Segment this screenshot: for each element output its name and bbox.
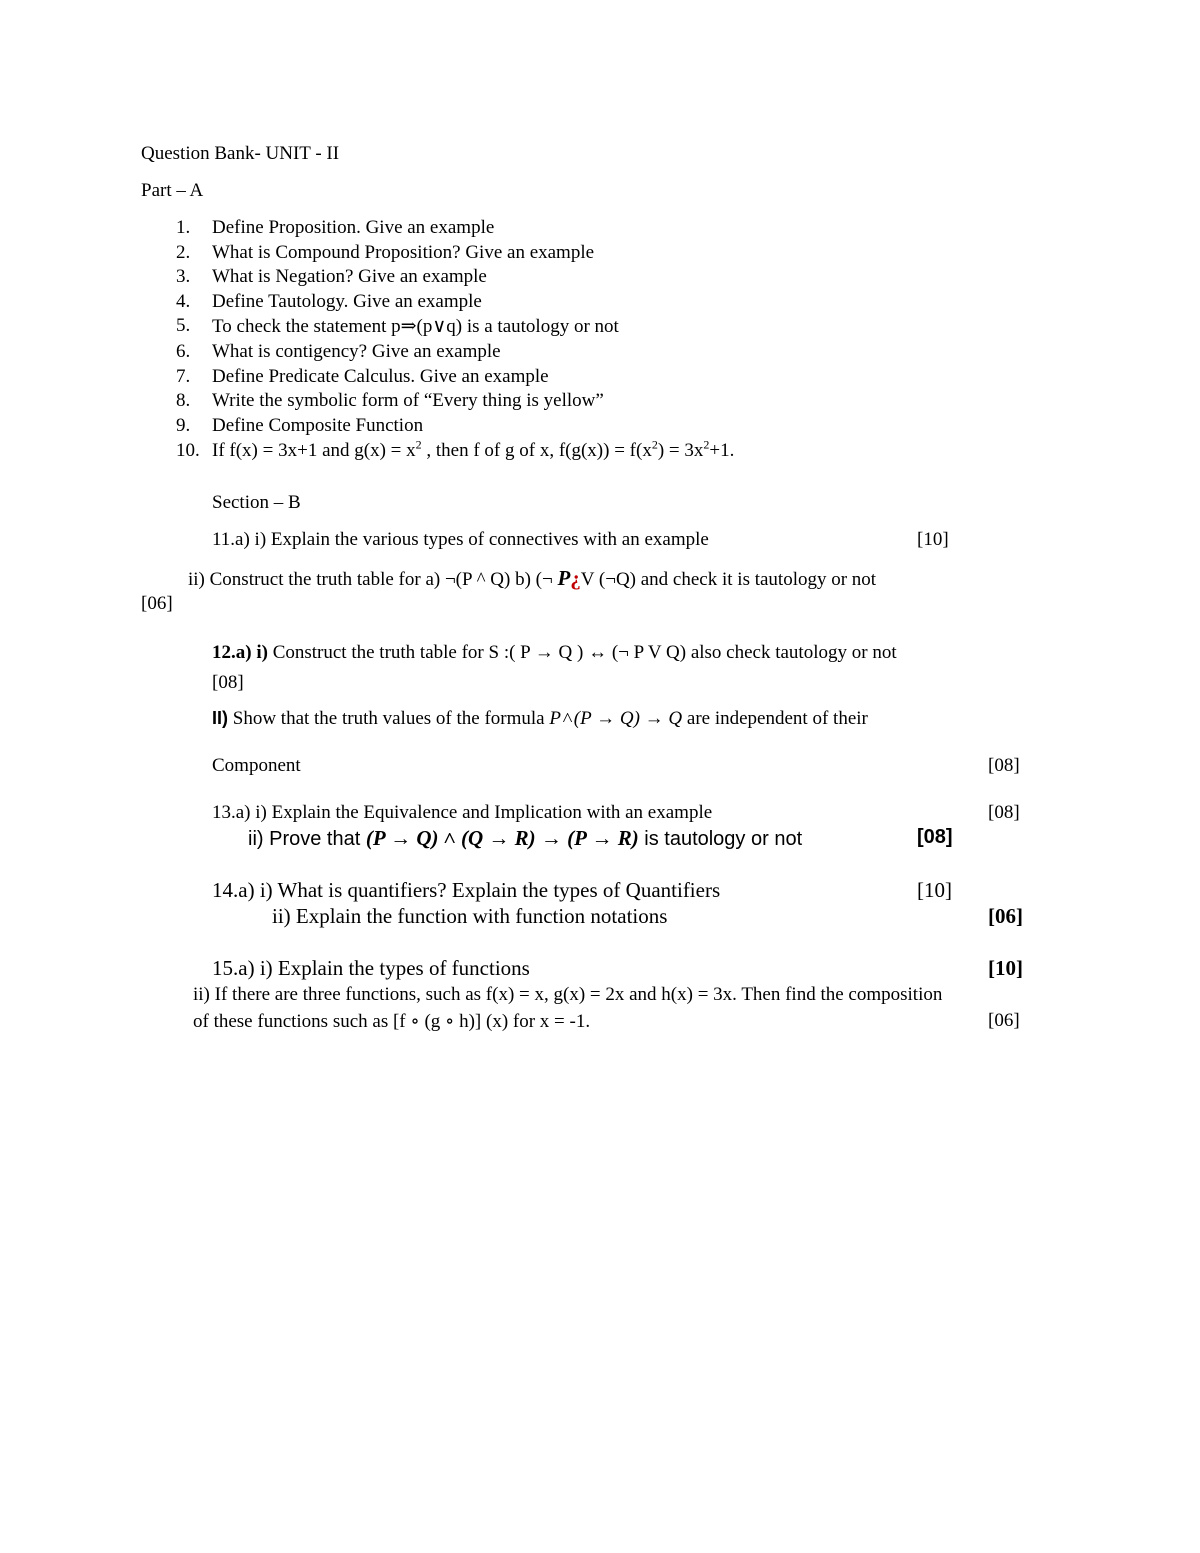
question-14-ii: ii) Explain the function with function notations (272, 904, 668, 928)
list-item-text: Define Predicate Calculus. Give an example (212, 366, 549, 387)
question-15-ii-line1: ii) If there are three functions, such as f(x) = x, g(x) = 2x and h(x) = 3x. Then find the composition (193, 984, 943, 1005)
question-text: is tautology or not (638, 828, 803, 850)
page-title: Question Bank- UNIT - II (141, 143, 340, 164)
list-item-number: 2. (176, 242, 191, 263)
formula: (P → Q) ˄ (Q → R) → (P → R) (365, 826, 639, 850)
list-item-text: Define Proposition. Give an example (212, 217, 495, 238)
marks-badge: [08] (917, 826, 953, 848)
question-text: Show that the truth values of the formula (228, 708, 550, 729)
list-item-number: 10. (176, 440, 200, 461)
list-item-text: Define Composite Function (212, 415, 424, 436)
list-item-text (212, 437, 735, 462)
list-item-number: 7. (176, 366, 191, 387)
list-item-number: 3. (176, 266, 191, 287)
list-item-text: Define Tautology. Give an example (212, 291, 482, 312)
question-15-ii-line2: of these functions such as [f ∘ (g ∘ h)] (x) for x = -1. (193, 1011, 591, 1032)
question-text: Construct the truth table for S :( P → Q ) ↔ (¬ P V Q) also check tautology or not (267, 642, 897, 663)
question-label: 12.a) i) (212, 642, 268, 663)
marks-badge: [06] (988, 1010, 1020, 1031)
question-text: ii) Prove that (248, 828, 366, 850)
superscript: 2 (703, 437, 710, 452)
question-13-ii (248, 826, 802, 851)
formula-part: ) = 3x (657, 440, 704, 461)
list-item-number: 5. (176, 315, 191, 336)
marks-badge: [10] (917, 878, 952, 902)
formula-part: If f(x) = 3x+1 and g(x) = x (212, 440, 416, 461)
question-12-i (212, 642, 897, 664)
list-item-text: Write the symbolic form of “Every thing is yellow” (212, 390, 604, 411)
list-item-text: What is Compound Proposition? Give an example (212, 242, 595, 263)
formula-part: +1. (709, 440, 735, 461)
list-item-text: To check the statement p⇒(p∨q) is a tautology or not (212, 316, 619, 337)
marks-badge: [10] (988, 956, 1023, 980)
question-13-i: 13.a) i) Explain the Equivalence and Implication with an example (212, 802, 713, 823)
question-11-i: 11.a) i) Explain the various types of connectives with an example (212, 529, 709, 550)
section-b-heading: Section – B (212, 492, 301, 513)
marks-badge: [08] (212, 672, 244, 693)
formula: P˄(P → Q) → Q (549, 708, 683, 729)
question-15-i: 15.a) i) Explain the types of functions (212, 956, 530, 980)
question-label: II) (212, 708, 228, 728)
list-item-number: 6. (176, 341, 191, 362)
question-12-ii (212, 708, 868, 730)
question-11-ii (188, 566, 876, 591)
list-item-number: 8. (176, 390, 191, 411)
marks-badge: [06] (988, 904, 1023, 928)
list-item-number: 4. (176, 291, 191, 312)
question-text: V (¬Q) and check it is tautology or not (580, 569, 877, 590)
list-item-text: What is contigency? Give an example (212, 341, 501, 362)
question-text: are independent of their (682, 708, 868, 729)
question-14-i: 14.a) i) What is quantifiers? Explain the types of Quantifiers (212, 878, 721, 902)
marks-badge: [08] (988, 755, 1020, 776)
marks-badge: [06] (141, 593, 173, 614)
list-item-number: 1. (176, 217, 191, 238)
marks-badge: [08] (988, 802, 1020, 823)
formula-symbol: ¿ (570, 566, 581, 590)
marks-badge: [10] (917, 529, 949, 550)
list-item-number: 9. (176, 415, 191, 436)
part-a-heading: Part – A (141, 180, 204, 201)
superscript: 2 (651, 437, 658, 452)
superscript: 2 (415, 437, 422, 452)
question-12-ii-continuation: Component (212, 755, 301, 776)
formula-symbol: P (557, 566, 571, 590)
question-text: ii) Construct the truth table for a) ¬(P ^ Q) b) (¬ (188, 569, 558, 590)
formula-part: , then f of g of x, f(g(x)) = f(x (421, 440, 652, 461)
list-item-text: What is Negation? Give an example (212, 266, 487, 287)
